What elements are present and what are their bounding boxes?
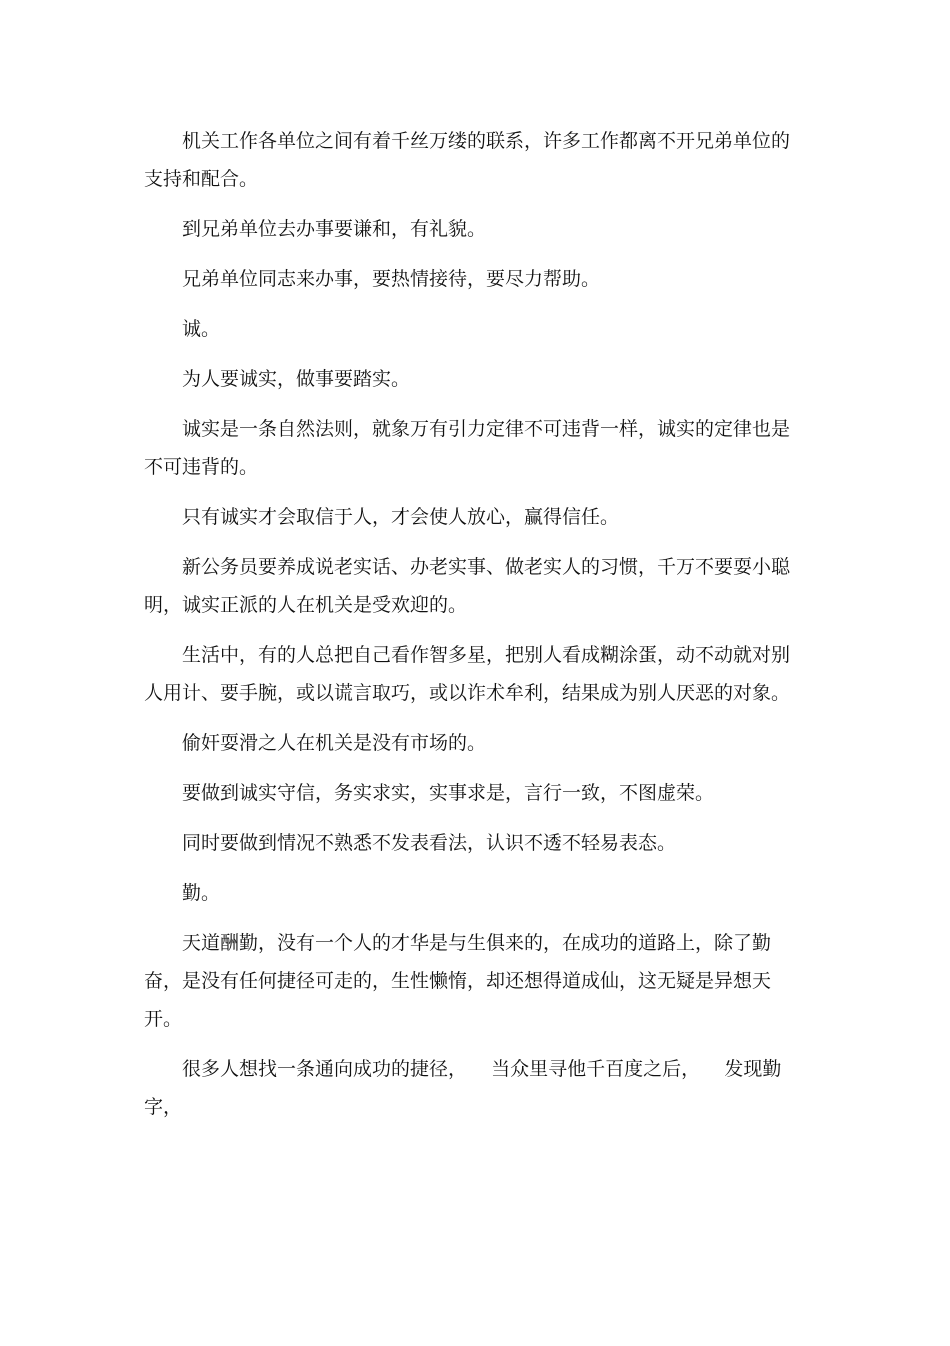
paragraph: 只有诚实才会取信于人，才会使人放心，赢得信任。	[182, 506, 620, 528]
paragraph: 生活中，有的人总把自己看作智多星，把别人看成糊涂蛋，动不动就对别人用计、要手腕，或以谎言取巧，或以诈术牟利，结果成为别人厌恶的对象。	[144, 644, 791, 704]
paragraph: 诚。	[182, 318, 221, 340]
paragraph: 兄弟单位同志来办事，要热情接待，要尽力帮助。	[182, 268, 601, 290]
paragraph: 为人要诚实，做事要踏实。	[182, 368, 411, 390]
paragraph: 偷奸耍滑之人在机关是没有市场的。	[182, 732, 487, 754]
paragraph: 机关工作各单位之间有着千丝万缕的联系，许多工作都离不开兄弟单位的支持和配合。	[144, 130, 791, 190]
paragraph: 勤。	[182, 882, 221, 904]
paragraph: 很多人想找一条通向成功的捷径， 当众里寻他千百度之后， 发现勤字，	[144, 1058, 782, 1118]
paragraph: 新公务员要养成说老实话、办老实事、做老实人的习惯，千万不要耍小聪明，诚实正派的人在机关是受欢迎的。	[144, 556, 791, 616]
document-body	[144, 122, 804, 1126]
paragraph: 要做到诚实守信，务实求实，实事求是，言行一致，不图虚荣。	[182, 782, 715, 804]
paragraph: 诚实是一条自然法则，就象万有引力定律不可违背一样，诚实的定律也是不可违背的。	[144, 418, 791, 478]
paragraph: 天道酬勤，没有一个人的才华是与生俱来的，在成功的道路上，除了勤奋，是没有任何捷径可走的，生性懒惰，却还想得道成仙，这无疑是异想天开。	[144, 932, 772, 1030]
paragraph: 同时要做到情况不熟悉不发表看法，认识不透不轻易表态。	[182, 832, 677, 854]
paragraph: 到兄弟单位去办事要谦和，有礼貌。	[182, 218, 487, 240]
